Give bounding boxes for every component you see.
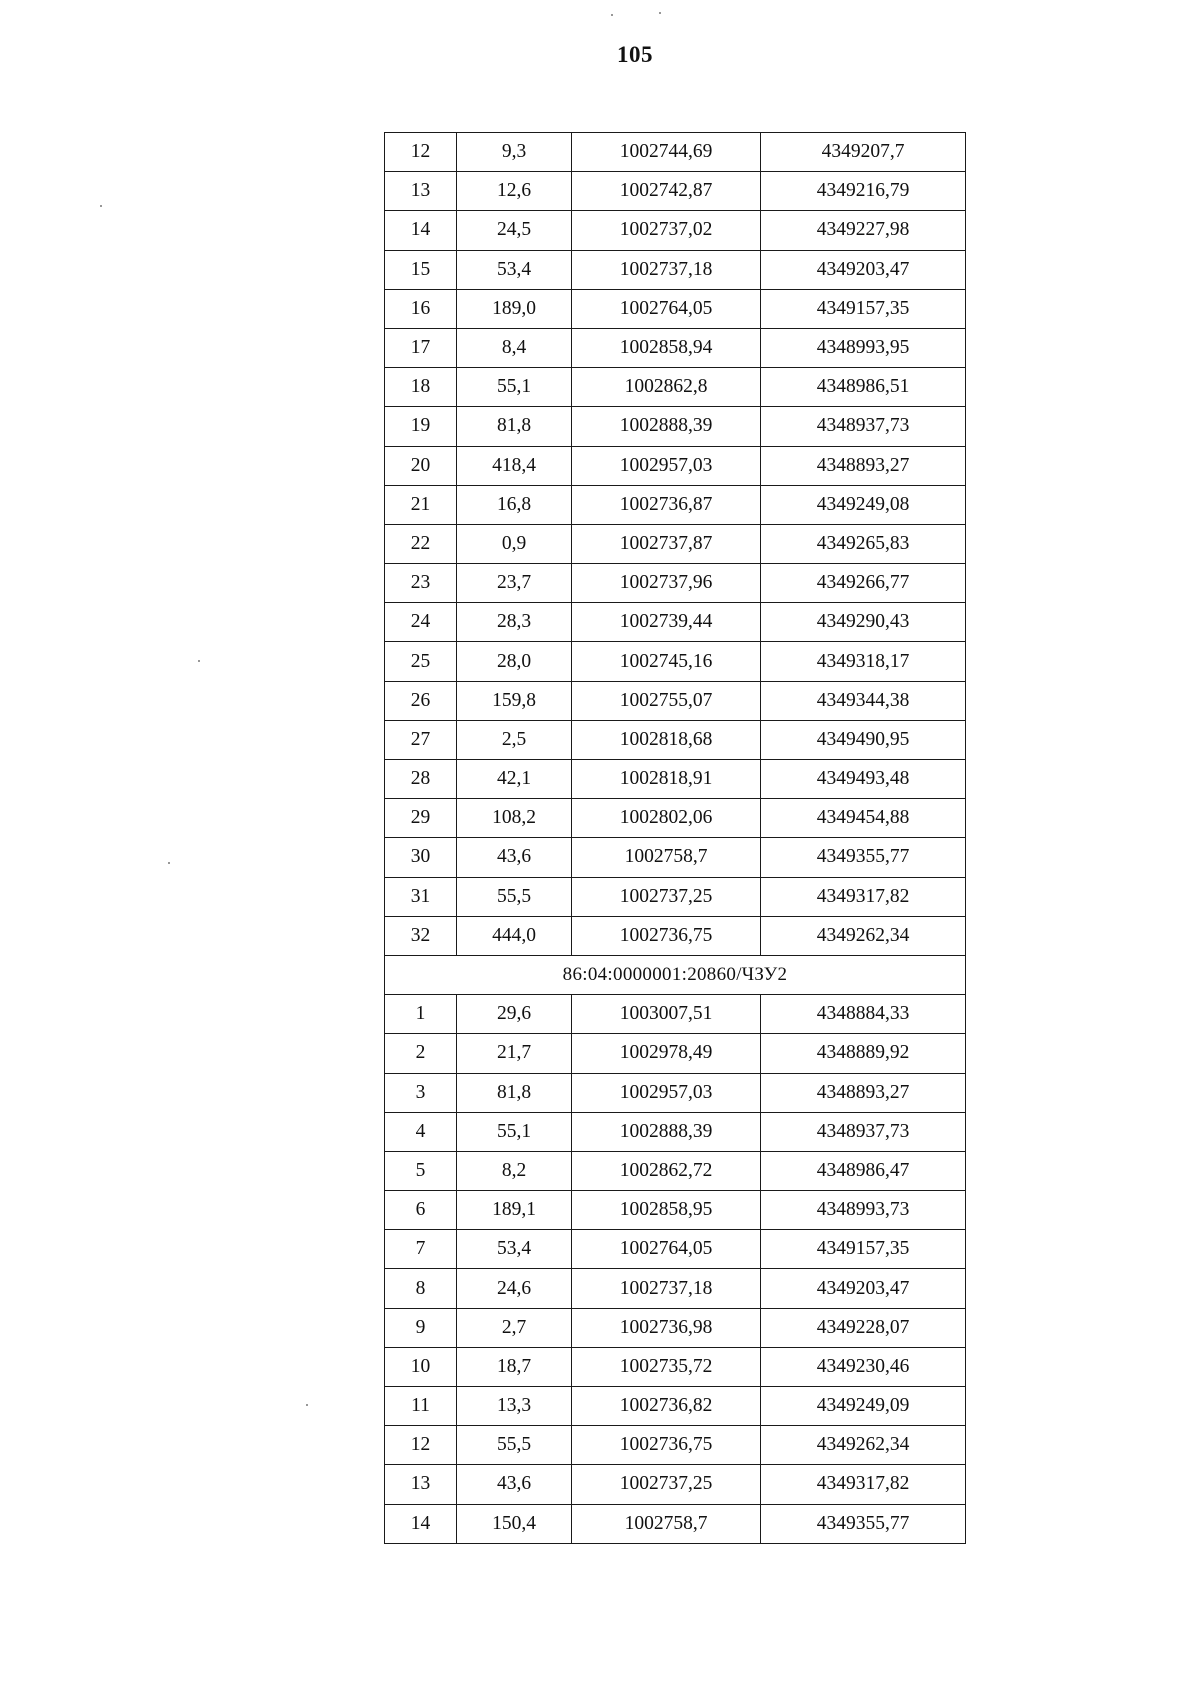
y-coordinate-cell: 4349203,47 (761, 1269, 966, 1308)
distance-cell: 53,4 (457, 250, 572, 289)
y-coordinate-cell: 4349490,95 (761, 720, 966, 759)
distance-cell: 189,1 (457, 1191, 572, 1230)
point-number-cell: 25 (385, 642, 457, 681)
table-row (385, 289, 966, 328)
x-coordinate-cell: 1002858,94 (572, 328, 761, 367)
table-row (385, 328, 966, 367)
x-coordinate-cell: 1002736,98 (572, 1308, 761, 1347)
point-number-cell: 30 (385, 838, 457, 877)
x-coordinate-cell: 1002818,68 (572, 720, 761, 759)
x-coordinate-cell: 1002737,18 (572, 250, 761, 289)
y-coordinate-cell: 4349454,88 (761, 799, 966, 838)
y-coordinate-cell: 4349249,09 (761, 1387, 966, 1426)
distance-cell: 28,0 (457, 642, 572, 681)
x-coordinate-cell: 1002737,25 (572, 1465, 761, 1504)
x-coordinate-cell: 1002818,91 (572, 760, 761, 799)
x-coordinate-cell: 1002736,75 (572, 1426, 761, 1465)
table-row (385, 368, 966, 407)
table-body-bottom (385, 995, 966, 1544)
scan-speck (611, 14, 613, 16)
x-coordinate-cell: 1002957,03 (572, 446, 761, 485)
x-coordinate-cell: 1002736,82 (572, 1387, 761, 1426)
point-number-cell: 4 (385, 1112, 457, 1151)
point-number-cell: 19 (385, 407, 457, 446)
distance-cell: 108,2 (457, 799, 572, 838)
table-row (385, 799, 966, 838)
point-number-cell: 27 (385, 720, 457, 759)
table-row (385, 485, 966, 524)
y-coordinate-cell: 4349157,35 (761, 1230, 966, 1269)
y-coordinate-cell: 4349216,79 (761, 172, 966, 211)
table-row (385, 250, 966, 289)
distance-cell: 29,6 (457, 995, 572, 1034)
y-coordinate-cell: 4348993,95 (761, 328, 966, 367)
point-number-cell: 13 (385, 1465, 457, 1504)
table-row (385, 133, 966, 172)
table-row (385, 995, 966, 1034)
scan-speck (168, 862, 170, 864)
distance-cell: 28,3 (457, 603, 572, 642)
point-number-cell: 20 (385, 446, 457, 485)
distance-cell: 23,7 (457, 564, 572, 603)
x-coordinate-cell: 1002758,7 (572, 838, 761, 877)
x-coordinate-cell: 1002758,7 (572, 1504, 761, 1543)
distance-cell: 16,8 (457, 485, 572, 524)
y-coordinate-cell: 4348986,51 (761, 368, 966, 407)
table-row (385, 446, 966, 485)
point-number-cell: 31 (385, 877, 457, 916)
point-number-cell: 21 (385, 485, 457, 524)
table-row (385, 1387, 966, 1426)
point-number-cell: 15 (385, 250, 457, 289)
x-coordinate-cell: 1002888,39 (572, 407, 761, 446)
x-coordinate-cell: 1002862,72 (572, 1151, 761, 1190)
table-row (385, 1308, 966, 1347)
table-row (385, 877, 966, 916)
table-row (385, 407, 966, 446)
section-header-body (385, 955, 966, 994)
y-coordinate-cell: 4349317,82 (761, 877, 966, 916)
table-row (385, 1151, 966, 1190)
y-coordinate-cell: 4349266,77 (761, 564, 966, 603)
scan-speck (198, 660, 200, 662)
point-number-cell: 16 (385, 289, 457, 328)
point-number-cell: 14 (385, 1504, 457, 1543)
distance-cell: 9,3 (457, 133, 572, 172)
scan-speck (659, 12, 661, 14)
x-coordinate-cell: 1002742,87 (572, 172, 761, 211)
y-coordinate-cell: 4348893,27 (761, 446, 966, 485)
table-row (385, 838, 966, 877)
table-row (385, 564, 966, 603)
x-coordinate-cell: 1002736,87 (572, 485, 761, 524)
table-row (385, 603, 966, 642)
point-number-cell: 7 (385, 1230, 457, 1269)
point-number-cell: 13 (385, 172, 457, 211)
y-coordinate-cell: 4349318,17 (761, 642, 966, 681)
y-coordinate-cell: 4349493,48 (761, 760, 966, 799)
distance-cell: 24,5 (457, 211, 572, 250)
point-number-cell: 12 (385, 1426, 457, 1465)
y-coordinate-cell: 4349207,7 (761, 133, 966, 172)
distance-cell: 12,6 (457, 172, 572, 211)
x-coordinate-cell: 1002957,03 (572, 1073, 761, 1112)
y-coordinate-cell: 4348986,47 (761, 1151, 966, 1190)
distance-cell: 42,1 (457, 760, 572, 799)
x-coordinate-cell: 1002736,75 (572, 916, 761, 955)
x-coordinate-cell: 1002764,05 (572, 1230, 761, 1269)
x-coordinate-cell: 1002755,07 (572, 681, 761, 720)
distance-cell: 2,5 (457, 720, 572, 759)
table-row (385, 1073, 966, 1112)
y-coordinate-cell: 4349290,43 (761, 603, 966, 642)
y-coordinate-cell: 4349262,34 (761, 1426, 966, 1465)
x-coordinate-cell: 1002858,95 (572, 1191, 761, 1230)
table-row (385, 1112, 966, 1151)
y-coordinate-cell: 4348993,73 (761, 1191, 966, 1230)
x-coordinate-cell: 1002737,18 (572, 1269, 761, 1308)
table-row (385, 1191, 966, 1230)
x-coordinate-cell: 1002978,49 (572, 1034, 761, 1073)
table-row (385, 1347, 966, 1386)
point-number-cell: 3 (385, 1073, 457, 1112)
table-row (385, 211, 966, 250)
scan-speck (306, 1404, 308, 1406)
table-row (385, 681, 966, 720)
distance-cell: 43,6 (457, 1465, 572, 1504)
x-coordinate-cell: 1002888,39 (572, 1112, 761, 1151)
x-coordinate-cell: 1002862,8 (572, 368, 761, 407)
y-coordinate-cell: 4349344,38 (761, 681, 966, 720)
point-number-cell: 18 (385, 368, 457, 407)
distance-cell: 8,2 (457, 1151, 572, 1190)
point-number-cell: 22 (385, 524, 457, 563)
point-number-cell: 6 (385, 1191, 457, 1230)
point-number-cell: 9 (385, 1308, 457, 1347)
x-coordinate-cell: 1002737,02 (572, 211, 761, 250)
x-coordinate-cell: 1002802,06 (572, 799, 761, 838)
point-number-cell: 32 (385, 916, 457, 955)
y-coordinate-cell: 4349157,35 (761, 289, 966, 328)
x-coordinate-cell: 1002737,25 (572, 877, 761, 916)
x-coordinate-cell: 1002737,87 (572, 524, 761, 563)
table-row (385, 720, 966, 759)
distance-cell: 81,8 (457, 1073, 572, 1112)
distance-cell: 53,4 (457, 1230, 572, 1269)
point-number-cell: 14 (385, 211, 457, 250)
y-coordinate-cell: 4349317,82 (761, 1465, 966, 1504)
distance-cell: 55,5 (457, 1426, 572, 1465)
x-coordinate-cell: 1002735,72 (572, 1347, 761, 1386)
point-number-cell: 5 (385, 1151, 457, 1190)
section-header: 86:04:0000001:20860/ЧЗУ2 (385, 955, 966, 994)
table-row (385, 1034, 966, 1073)
y-coordinate-cell: 4348893,27 (761, 1073, 966, 1112)
y-coordinate-cell: 4349265,83 (761, 524, 966, 563)
section-header-row (385, 955, 966, 994)
point-number-cell: 2 (385, 1034, 457, 1073)
point-number-cell: 10 (385, 1347, 457, 1386)
point-number-cell: 11 (385, 1387, 457, 1426)
y-coordinate-cell: 4349262,34 (761, 916, 966, 955)
distance-cell: 444,0 (457, 916, 572, 955)
x-coordinate-cell: 1002764,05 (572, 289, 761, 328)
x-coordinate-cell: 1002739,44 (572, 603, 761, 642)
distance-cell: 21,7 (457, 1034, 572, 1073)
point-number-cell: 28 (385, 760, 457, 799)
point-number-cell: 26 (385, 681, 457, 720)
coordinates-table (384, 132, 966, 1544)
distance-cell: 55,1 (457, 1112, 572, 1151)
distance-cell: 2,7 (457, 1308, 572, 1347)
x-coordinate-cell: 1002744,69 (572, 133, 761, 172)
distance-cell: 159,8 (457, 681, 572, 720)
point-number-cell: 12 (385, 133, 457, 172)
y-coordinate-cell: 4349230,46 (761, 1347, 966, 1386)
y-coordinate-cell: 4349227,98 (761, 211, 966, 250)
point-number-cell: 24 (385, 603, 457, 642)
distance-cell: 18,7 (457, 1347, 572, 1386)
distance-cell: 0,9 (457, 524, 572, 563)
table-row (385, 1465, 966, 1504)
y-coordinate-cell: 4349203,47 (761, 250, 966, 289)
distance-cell: 189,0 (457, 289, 572, 328)
point-number-cell: 23 (385, 564, 457, 603)
point-number-cell: 8 (385, 1269, 457, 1308)
table-row (385, 524, 966, 563)
table-row (385, 642, 966, 681)
page-number: 105 (617, 42, 653, 67)
distance-cell: 81,8 (457, 407, 572, 446)
table-row (385, 916, 966, 955)
table-row (385, 1230, 966, 1269)
distance-cell: 55,5 (457, 877, 572, 916)
y-coordinate-cell: 4348937,73 (761, 1112, 966, 1151)
scan-speck (100, 205, 102, 207)
distance-cell: 8,4 (457, 328, 572, 367)
distance-cell: 43,6 (457, 838, 572, 877)
x-coordinate-cell: 1003007,51 (572, 995, 761, 1034)
x-coordinate-cell: 1002737,96 (572, 564, 761, 603)
distance-cell: 418,4 (457, 446, 572, 485)
y-coordinate-cell: 4348937,73 (761, 407, 966, 446)
table-row (385, 760, 966, 799)
table-row (385, 1269, 966, 1308)
y-coordinate-cell: 4349355,77 (761, 1504, 966, 1543)
y-coordinate-cell: 4348889,92 (761, 1034, 966, 1073)
y-coordinate-cell: 4349228,07 (761, 1308, 966, 1347)
y-coordinate-cell: 4348884,33 (761, 995, 966, 1034)
point-number-cell: 17 (385, 328, 457, 367)
x-coordinate-cell: 1002745,16 (572, 642, 761, 681)
table-row (385, 172, 966, 211)
distance-cell: 55,1 (457, 368, 572, 407)
table-row (385, 1426, 966, 1465)
y-coordinate-cell: 4349249,08 (761, 485, 966, 524)
point-number-cell: 1 (385, 995, 457, 1034)
distance-cell: 13,3 (457, 1387, 572, 1426)
table-body-top (385, 133, 966, 956)
table-row (385, 1504, 966, 1543)
point-number-cell: 29 (385, 799, 457, 838)
distance-cell: 150,4 (457, 1504, 572, 1543)
y-coordinate-cell: 4349355,77 (761, 838, 966, 877)
distance-cell: 24,6 (457, 1269, 572, 1308)
